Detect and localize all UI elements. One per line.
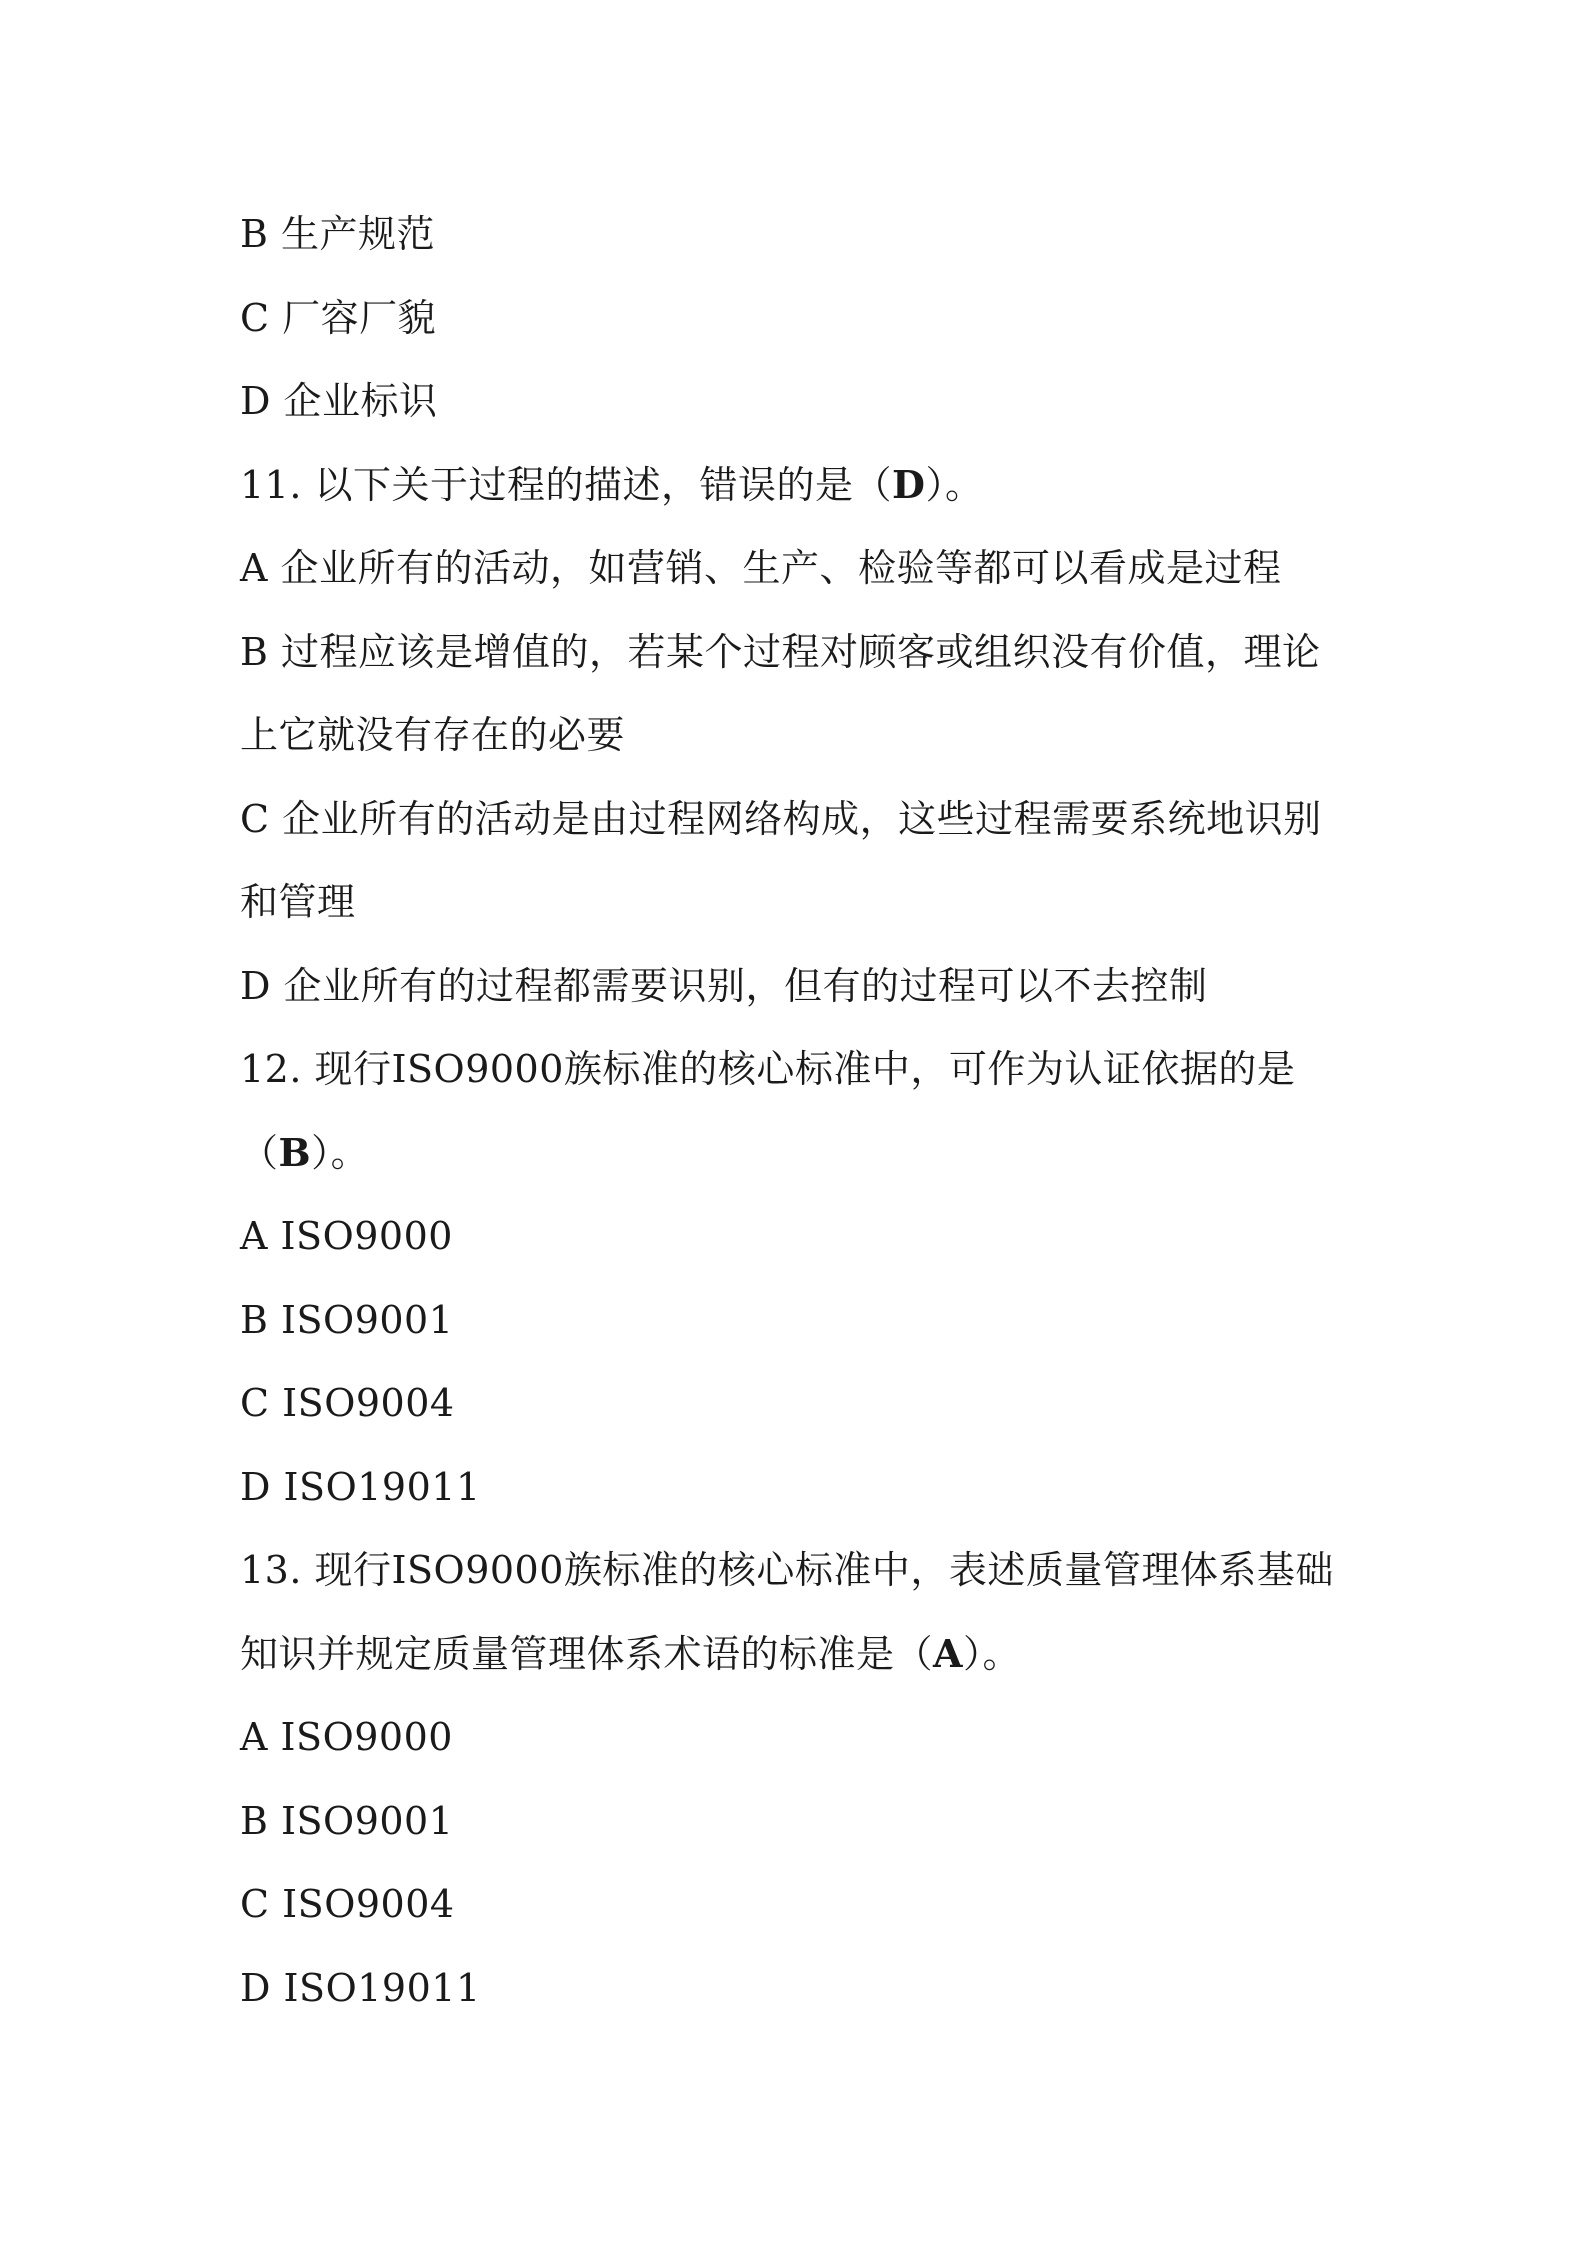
answer-letter: B [278,1129,312,1175]
answer-letter: A [933,1630,963,1676]
question-suffix: ）。 [925,462,984,507]
question-text: 11. 以下关于过程的描述，错误的是（ [240,462,893,507]
option-11c-continued: 和管理 [240,880,356,924]
option-10c: C 厂容厂貌 [240,295,437,340]
option-13b: B ISO9001 [240,1798,454,1843]
option-11b-continued: 上它就没有存在的必要 [240,713,626,757]
question-13-continued [240,1624,1360,1708]
option-13c: C ISO9004 [240,1882,455,1926]
option-12b: B ISO9001 [240,1297,454,1342]
question-12-continued [240,1123,1360,1207]
option-13a: A ISO9000 [240,1715,453,1759]
option-11c: C 企业所有的活动是由过程网络构成，这些过程需要系统地识别 [240,796,1322,841]
option-11a: A 企业所有的活动，如营销、生产、检验等都可以看成是过程 [240,546,1282,590]
option-10b: B 生产规范 [240,212,436,256]
option-11b: B 过程应该是增值的，若某个过程对顾客或组织没有价值，理论 [240,629,1321,674]
question-11 [240,455,1360,539]
option-11d: D 企业所有的过程都需要识别，但有的过程可以不去控制 [240,963,1208,1008]
answer-letter: D [892,461,926,507]
option-12a: A ISO9000 [240,1214,453,1258]
question-12: 12. 现行ISO9000族标准的核心标准中，可作为认证依据的是 [240,1047,1296,1091]
document-body [240,204,1360,2041]
question-suffix: ）。 [963,1631,1022,1676]
question-text: 知识并规定质量管理体系术语的标准是（ [240,1631,934,1676]
option-10d: D 企业标识 [240,379,438,423]
question-suffix: ）。 [311,1130,370,1175]
question-text: （ [240,1130,279,1175]
option-12d: D ISO19011 [240,1464,481,1509]
option-13d: D ISO19011 [240,1965,481,2010]
question-13: 13. 现行ISO9000族标准的核心标准中，表述质量管理体系基础 [240,1548,1334,1592]
option-12c: C ISO9004 [240,1381,455,1425]
